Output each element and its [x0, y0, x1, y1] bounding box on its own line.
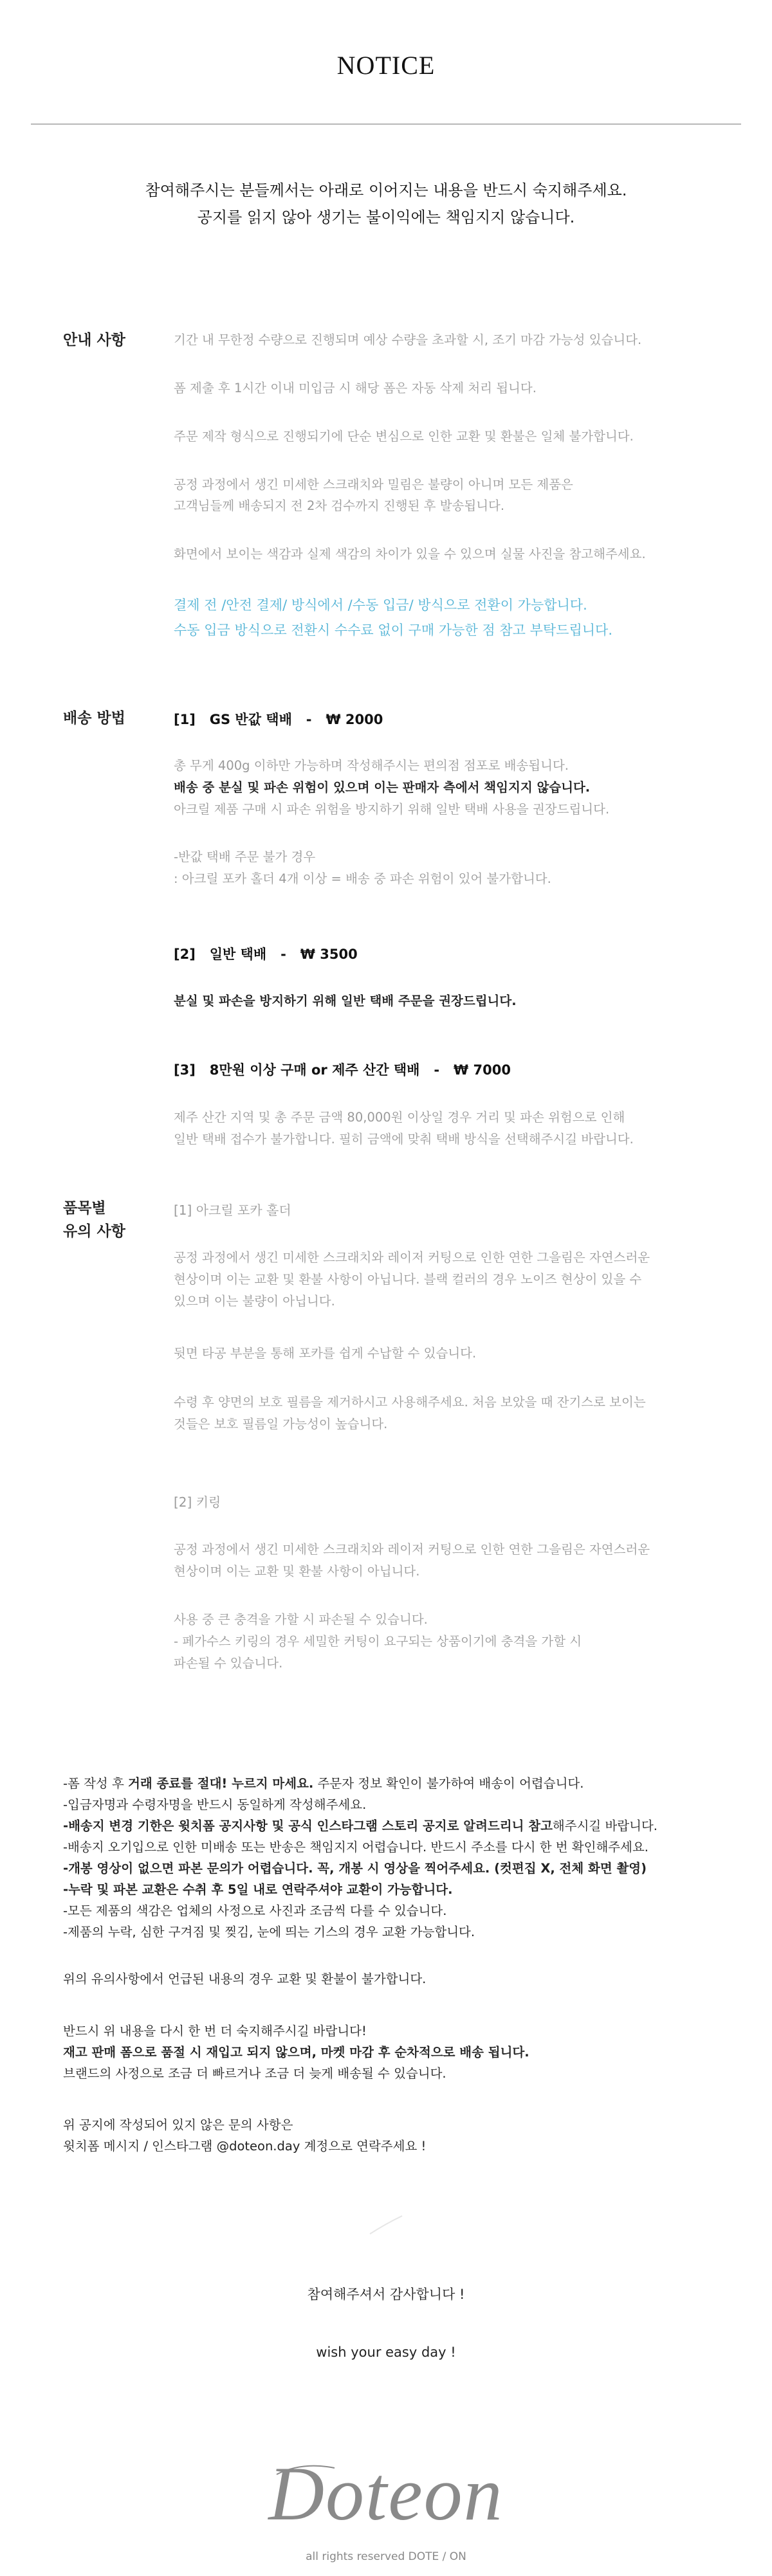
items-label: 품목별	[63, 1200, 106, 1217]
info-text: 화면에서 보이는 색감과 실제 색감의 차이가 있을 수 있으며 실물 사진을 참고해주세요.	[174, 547, 646, 561]
item-text: 것들은 보호 필름일 가능성이 높습니다.	[174, 1417, 388, 1431]
info-label: 안내 사항	[63, 332, 125, 349]
footer-line: -배송지 변경 기한은 윗치폼 공지사항 및 공식 인스타그램 스토리 공지로 알려드리니 참고해주시길 바랍니다.	[63, 1819, 657, 1833]
item-text: 뒷면 타공 부분을 통해 포카를 쉽게 수납할 수 있습니다.	[174, 1346, 477, 1361]
shipping-option-1: [1] GS 반값 택배 - ₩ 2000	[174, 712, 383, 727]
footer-line: -입금자명과 수령자명을 반드시 동일하게 작성해주세요.	[63, 1797, 367, 1812]
item-text: 사용 중 큰 충격을 가할 시 파손될 수 있습니다.	[174, 1612, 428, 1627]
brand-logo-text: Doteon	[268, 2455, 504, 2536]
shipping-text: 총 무게 400g 이하만 가능하며 작성해주시는 편의점 점포로 배송됩니다.	[174, 758, 569, 773]
footer-line: -누락 및 파본 교환은 수취 후 5일 내로 연락주셔야 교환이 가능합니다.	[63, 1882, 453, 1897]
item-text: 공정 과정에서 생긴 미세한 스크래치와 레이저 커팅으로 인한 연한 그을림은 자연스러운	[174, 1542, 650, 1557]
shipping-text: 제주 산간 지역 및 총 주문 금액 80,000원 이상일 경우 거리 및 파손 위험으로 인해	[174, 1110, 625, 1125]
copyright-text: all rights reserved DOTE / ON	[306, 2550, 466, 2563]
footer-line: -모든 제품의 색감은 업체의 사정으로 사진과 조금씩 다를 수 있습니다.	[63, 1903, 447, 1918]
footer-line: -폼 작성 후 거래 종료를 절대! 누르지 마세요. 주문자 정보 확인이 불가하여 배송이 어렵습니다.	[63, 1776, 584, 1791]
item-heading-2: [2] 키링	[174, 1494, 221, 1510]
shipping-label: 배송 방법	[63, 710, 125, 727]
shipping-text: -반값 택배 주문 불가 경우	[174, 849, 316, 864]
info-text: 고객님들께 배송되지 전 2차 검수까지 진행된 후 발송됩니다.	[174, 498, 505, 513]
info-text: 기간 내 무한정 수량으로 진행되며 예상 수량을 초과할 시, 조기 마감 가능성 있습니다.	[174, 332, 642, 347]
page-title: NOTICE	[336, 51, 436, 80]
info-text: 주문 제작 형식으로 진행되기에 단순 변심으로 인한 교환 및 환불은 일체 불가합니다.	[174, 429, 634, 444]
info-highlight: 결제 전 /안전 결제/ 방식에서 /수동 입금/ 방식으로 전환이 가능합니다.	[174, 597, 587, 613]
footer-line: 재고 판매 폼으로 품절 시 재입고 되지 않으며, 마켓 마감 후 순차적으로 배송 됩니다.	[63, 2045, 529, 2060]
shipping-text: 아크릴 제품 구매 시 파손 위험을 방지하기 위해 일반 택배 사용을 권장드립니다.	[174, 802, 610, 817]
shipping-option-3: [3] 8만원 이상 구매 or 제주 산간 택배 - ₩ 7000	[174, 1062, 511, 1078]
item-text: 현상이며 이는 교환 및 환불 사항이 아닙니다. 블랙 컬러의 경우 노이즈 현상이 있을 수	[174, 1272, 642, 1287]
shipping-warning: 배송 중 분실 및 파손 위험이 있으며 이는 판매자 측에서 책임지지 않습니다.	[174, 780, 591, 795]
footer-line: 윗치폼 메시지 / 인스타그램 @doteon.day 계정으로 연락주세요 !	[63, 2139, 427, 2154]
info-highlight: 수동 입금 방식으로 전환시 수수료 없이 구매 가능한 점 참고 부탁드립니다.	[174, 622, 613, 638]
shipping-warning: 분실 및 파손을 방지하기 위해 일반 택배 주문을 권장드립니다.	[174, 993, 517, 1008]
item-text: 수령 후 양면의 보호 필름을 제거하시고 사용해주세요. 처음 보았을 때 잔기스로 보이는	[174, 1395, 646, 1410]
footer-line: 위 공지에 작성되어 있지 않은 문의 사항은	[63, 2118, 293, 2132]
shipping-option-2: [2] 일반 택배 - ₩ 3500	[174, 947, 358, 962]
items-label: 유의 사항	[63, 1223, 125, 1240]
item-text: 현상이며 이는 교환 및 환불 사항이 아닙니다.	[174, 1564, 420, 1579]
intro-line-2: 공지를 읽지 않아 생기는 불이익에는 책임지지 않습니다.	[197, 208, 575, 226]
footer-line: 브랜드의 사정으로 조금 더 빠르거나 조금 더 늦게 배송될 수 있습니다.	[63, 2066, 446, 2081]
brand-logo	[0, 2455, 772, 2539]
item-heading-1: [1] 아크릴 포카 홀더	[174, 1202, 291, 1218]
item-text: - 페가수스 키링의 경우 세밀한 커팅이 요구되는 상품이기에 충격을 가할 시	[174, 1634, 582, 1649]
item-text: 공정 과정에서 생긴 미세한 스크래치와 레이저 커팅으로 인한 연한 그을림은 자연스러운	[174, 1250, 650, 1265]
footer-line: -배송지 오기입으로 인한 미배송 또는 반송은 책임지지 어렵습니다. 반드시 주소를 다시 한 번 확인해주세요.	[63, 1840, 649, 1855]
item-text: 있으며 이는 불량이 아닙니다.	[174, 1294, 335, 1309]
footer-line: -개봉 영상이 없으면 파본 문의가 어렵습니다. 꼭, 개봉 시 영상을 찍어주세요. (컷편집 X, 전체 화면 촬영)	[63, 1861, 647, 1876]
thanks-text: 참여해주셔서 감사합니다 !	[307, 2287, 465, 2302]
item-text: 파손될 수 있습니다.	[174, 1656, 283, 1671]
footer-line: -제품의 누락, 심한 구겨짐 및 찢김, 눈에 띄는 기스의 경우 교환 가능합니다.	[63, 1925, 475, 1939]
decorative-stroke	[367, 2212, 405, 2238]
info-text: 폼 제출 후 1시간 이내 미입금 시 해당 폼은 자동 삭제 처리 됩니다.	[174, 381, 537, 395]
shipping-text: 일반 택배 접수가 불가합니다. 필히 금액에 맞춰 택배 방식을 선택해주시길 바랍니다.	[174, 1132, 634, 1147]
footer-line: 반드시 위 내용을 다시 한 번 더 숙지해주시길 바랍니다!	[63, 2024, 367, 2038]
info-text: 공정 과정에서 생긴 미세한 스크래치와 밀림은 불량이 아니며 모든 제품은	[174, 477, 573, 492]
wish-text: wish your easy day !	[316, 2345, 456, 2360]
footer-line: 위의 유의사항에서 언급된 내용의 경우 교환 및 환불이 불가합니다.	[63, 1972, 427, 1986]
shipping-text: : 아크릴 포카 홀더 4개 이상 = 배송 중 파손 위험이 있어 불가합니다.	[174, 871, 551, 886]
intro-line-1: 참여해주시는 분들께서는 아래로 이어지는 내용을 반드시 숙지해주세요.	[145, 181, 627, 199]
header-divider	[31, 123, 741, 125]
